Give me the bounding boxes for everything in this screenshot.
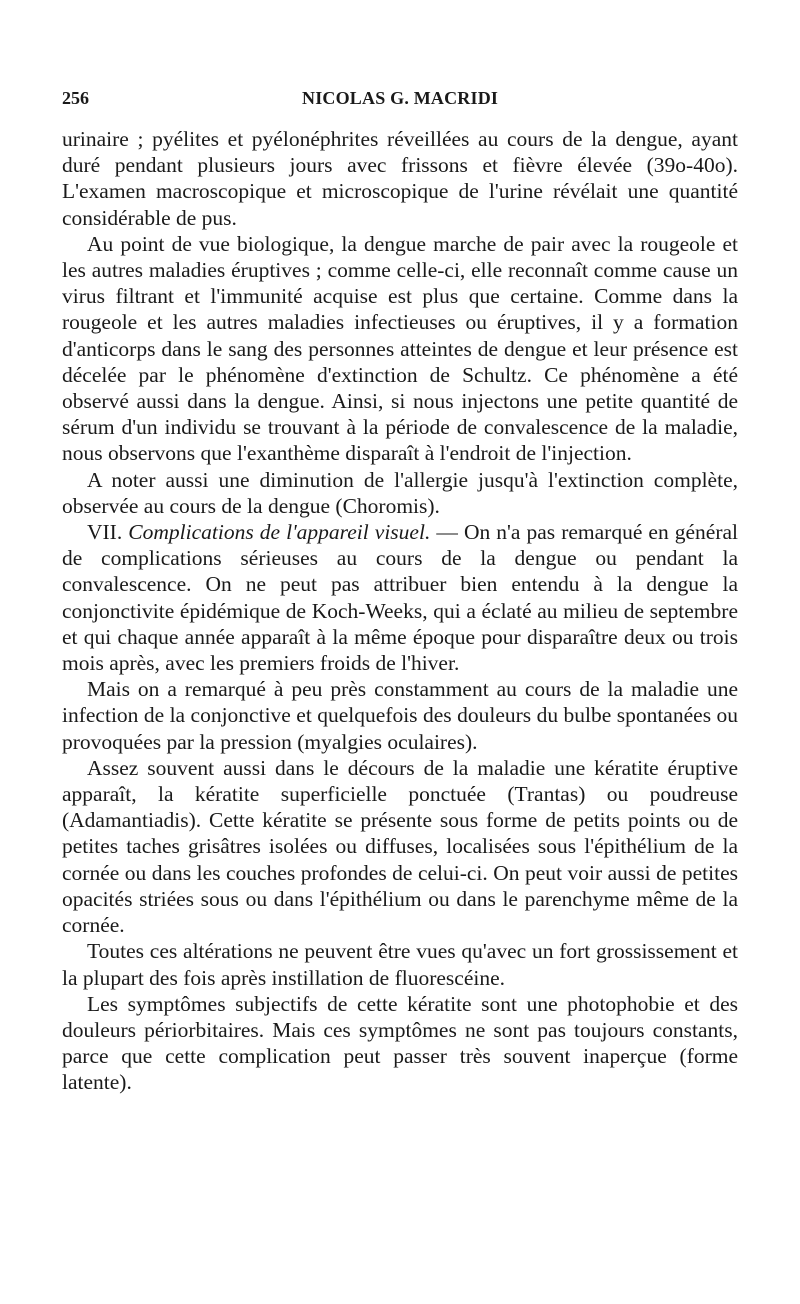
paragraph-biologique: Au point de vue biologique, la dengue marche de pair avec la rougeole et les autres maladies éruptives ; comme celle-ci, elle reconnaît comme cause un virus filtrant et l'immunité acquise est plus que certaine. Comme dans la rougeole et les autres maladies infectieuses ou éruptives, il y a formation d'anticorps dans le sang des personnes atteintes de dengue et leur présence est décelée par le phénomène d'extinction de Schultz. Ce phénomène a été observé aussi dans la dengue. Ainsi, si nous injectons une petite quantité de sérum d'un individu se trouvant à la période de convalescence de la maladie, nous observons que l'exanthème disparaît à l'endroit de l'injection. (62, 231, 738, 466)
section-vii-text: — On n'a pas remarqué en général de complications sérieuses au cours de la dengue ou pendant la convalescence. On ne peut pas attribuer bien entendu à la dengue la conjonctivite épidémique de Koch-Weeks, qui a éclaté au milieu de septembre et qui chaque année apparaît à la même époque pour disparaître deux ou trois mois après, avec les premiers froids de l'hiver. (62, 520, 739, 676)
paragraph-allergie: A noter aussi une diminution de l'allergie jusqu'à l'extinction complète, observée au cours de la dengue (Choromis). (62, 467, 738, 518)
page-number: 256 (62, 88, 89, 108)
book-page (62, 78, 738, 1096)
section-title: Complications de l'appareil visuel. (128, 520, 431, 545)
paragraph-symptomes: Les symptômes subjectifs de cette kératite sont une photophobie et des douleurs périorbitaires. Mais ces symptômes ne sont pas toujours constants, parce que cette complication peut passer très souvent inaperçue (forme latente). (62, 991, 738, 1095)
paragraph-keratite: Assez souvent aussi dans le décours de la maladie une kératite éruptive apparaît, la kératite superficielle ponctuée (Trantas) ou poudreuse (Adamantiadis). Cette kératite se présente sous forme de petits points ou de petites taches grisâtres isolées ou diffuses, localisées sous l'épithélium de la cornée ou dans les couches profondes de celui-ci. On peut voir aussi de petites opacités striées sous ou dans l'épithélium ou dans le parenchyme même de la cornée. (62, 755, 738, 938)
paragraph-alterations: Toutes ces altérations ne peuvent être vues qu'avec un fort grossissement et la plupart des fois après instillation de fluorescéine. (62, 939, 738, 990)
running-head: NICOLAS G. MACRIDI (302, 88, 499, 108)
paragraph-conjonctive: Mais on a remarqué à peu près constamment au cours de la maladie une infection de la conjonctive et quelquefois des douleurs du bulbe spontanées ou provoquées par la pression (myalgies oculaires). (62, 677, 738, 754)
section-vii-paragraph (62, 519, 738, 676)
page-header (62, 78, 738, 112)
section-number: VII. (87, 520, 123, 545)
body-text (62, 126, 738, 1096)
paragraph-urinaire: urinaire ; pyélites et pyélonéphrites réveillées au cours de la dengue, ayant duré pendant plusieurs jours avec frissons et fièvre élevée (39o-40o). L'examen macroscopique et microscopique de l'urine révélait une quantité considérable de pus. (62, 127, 738, 230)
